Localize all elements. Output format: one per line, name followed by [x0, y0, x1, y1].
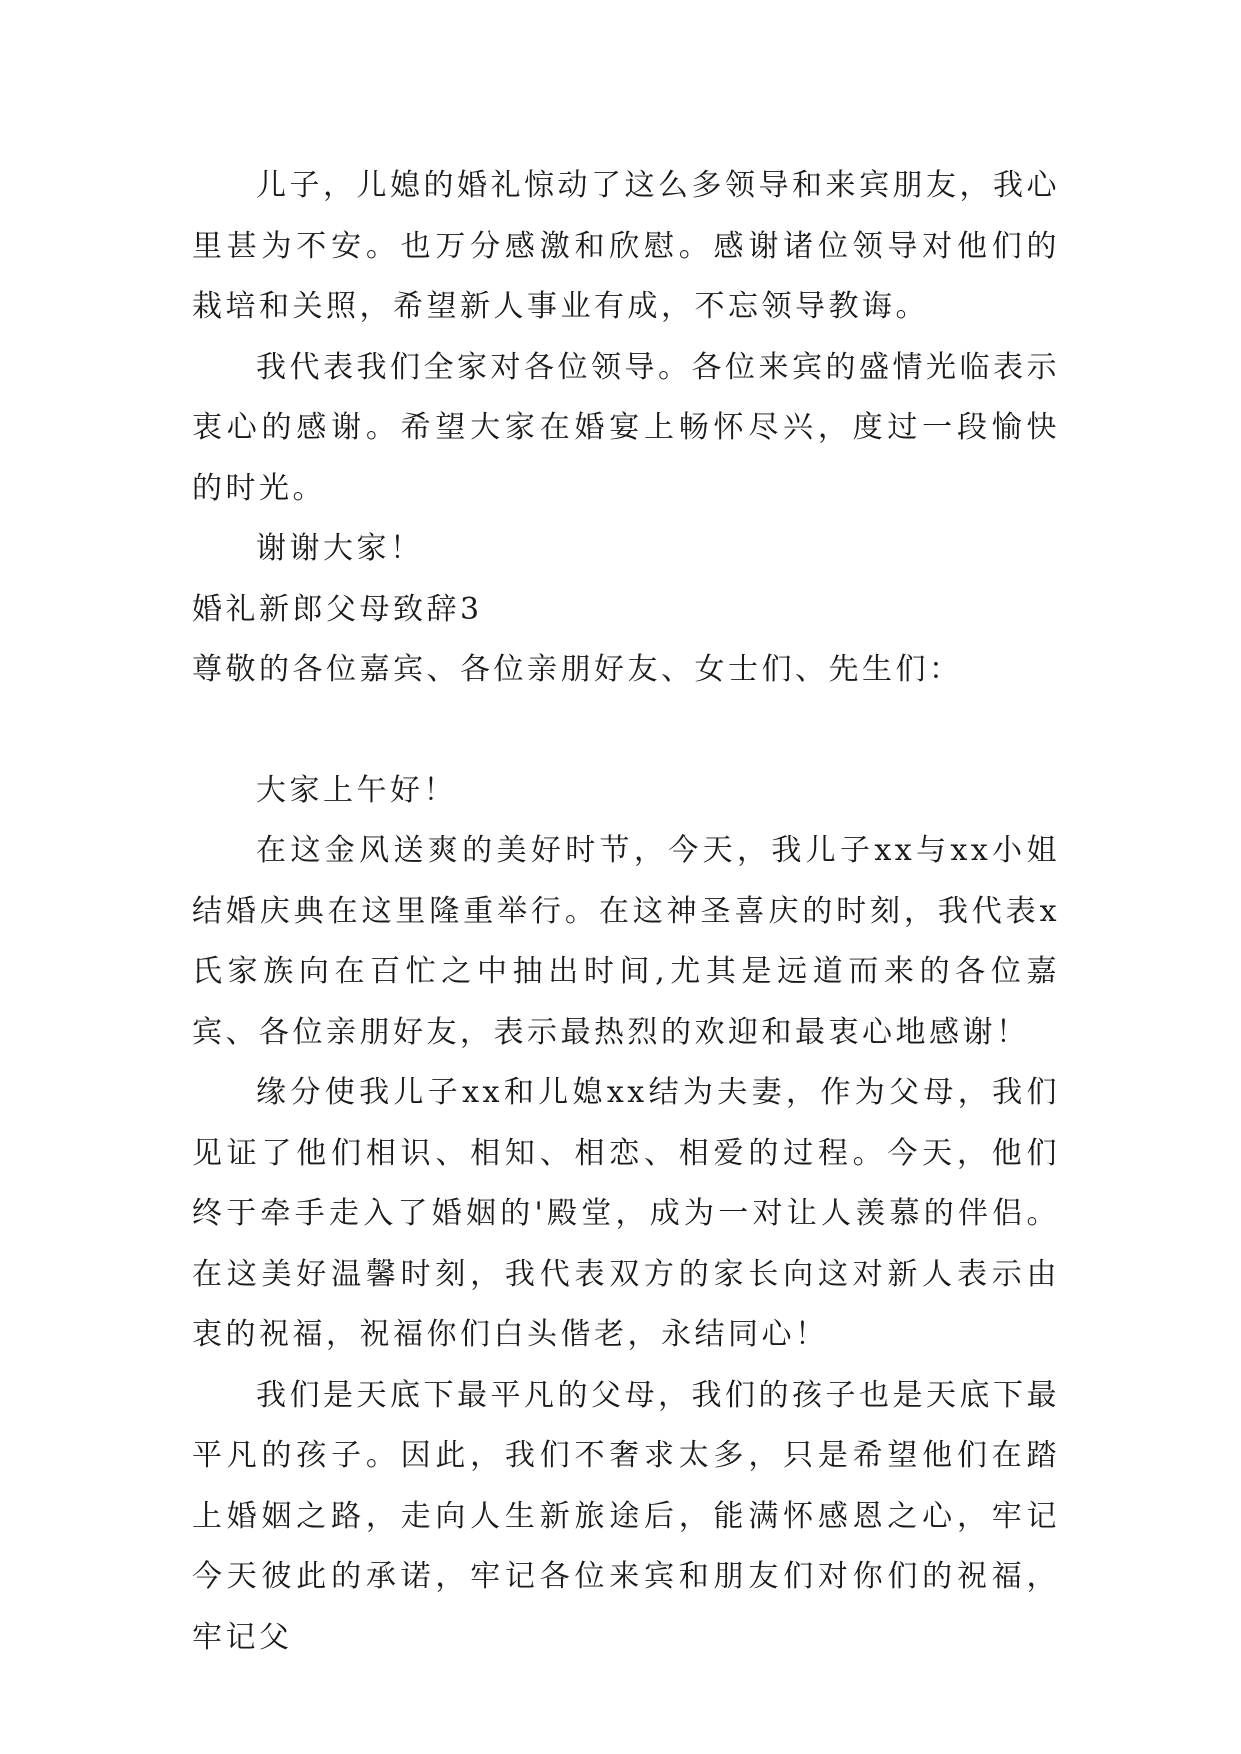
paragraph-thanks-guests: 我代表我们全家对各位领导。各位来宾的盛情光临表示衷心的感谢。希望大家在婚宴上畅怀尽兴，度过一段愉快的时光。 — [192, 349, 1060, 506]
document-page — [192, 156, 1060, 1668]
paragraph-gratitude-leaders: 儿子，儿媳的婚礼惊动了这么多领导和来宾朋友，我心里甚为不安。也万分感激和欣慰。感谢诸位领导对他们的栽培和关照，希望新人事业有成，不忘领导教诲。 — [192, 168, 1060, 324]
paragraph-greeting: 大家上午好！ — [256, 772, 457, 808]
blank-line — [192, 701, 1060, 761]
paragraph-hopes: 我们是天底下最平凡的父母，我们的孩子也是天底下最平凡的孩子。因此，我们不奢求太多，只是希望他们在踏上婚姻之路，走向人生新旅途后，能满怀感恩之心，牢记今天彼此的承诺，牢记各位来宾和朋友们对你们的祝福，牢记父 — [192, 1377, 1060, 1655]
section-heading: 婚礼新郎父母致辞3 — [192, 591, 483, 627]
paragraph-welcome: 在这金风送爽的美好时节，今天，我儿子xx与xx小姐结婚庆典在这里隆重举行。在这神圣喜庆的时刻，我代表x氏家族向在百忙之中抽出时间,尤其是远道而来的各位嘉宾、各位亲朋好友，表示最热烈的欢迎和最衷心地感谢！ — [192, 833, 1060, 1050]
paragraph-blessing: 缘分使我儿子xx和儿媳xx结为夫妻，作为父母，我们见证了他们相识、相知、相恋、相爱的过程。今天，他们终于牵手走入了婚姻的'殿堂，成为一对让人羡慕的伴侣。在这美好温馨时刻，我代表双方的家长向这对新人表示由衷的祝福，祝福你们白头偕老，永结同心！ — [192, 1075, 1060, 1352]
salutation: 尊敬的各位嘉宾、各位亲朋好友、女士们、先生们： — [192, 652, 963, 687]
paragraph-thank-you: 谢谢大家！ — [256, 531, 424, 566]
